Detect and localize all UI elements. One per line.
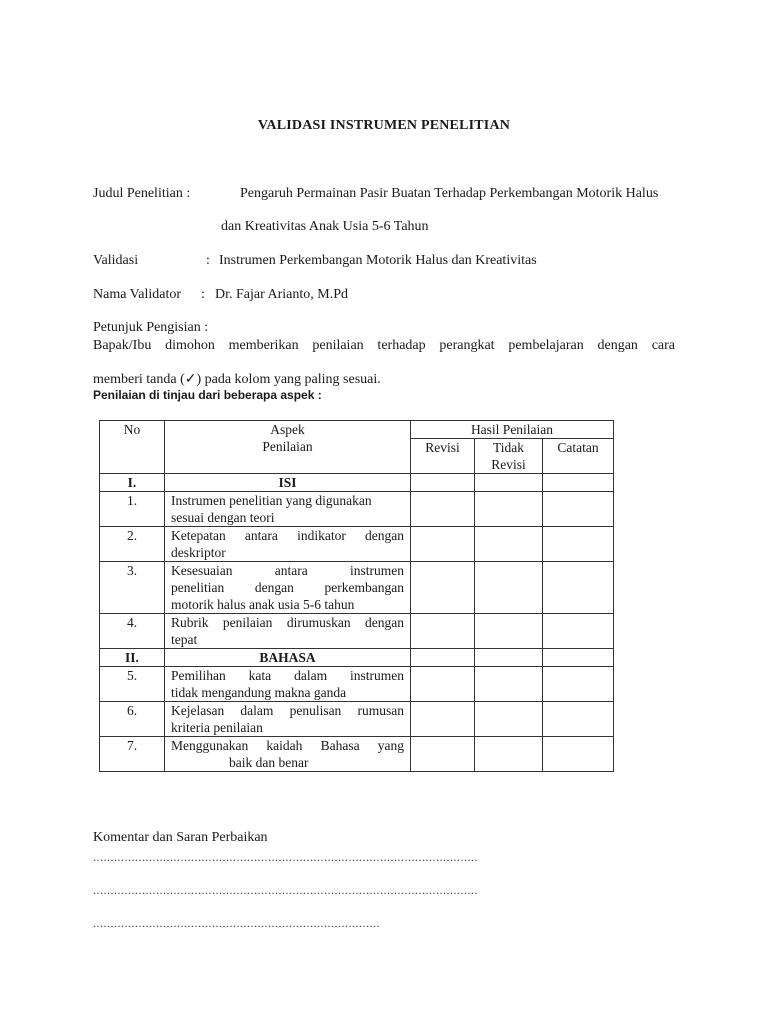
item-text xyxy=(165,562,411,614)
item-line: Kesesuaian antara instrumen xyxy=(171,563,404,578)
table-row xyxy=(100,667,614,702)
header-revisi: Revisi xyxy=(411,439,475,474)
revisi-cell[interactable] xyxy=(411,667,475,702)
section-row-isi xyxy=(100,474,614,492)
table-row xyxy=(100,492,614,527)
item-line: deskriptor xyxy=(171,545,226,560)
item-line: penelitian dengan perkembangan xyxy=(171,580,404,595)
catatan-cell[interactable] xyxy=(543,667,614,702)
revisi-cell[interactable] xyxy=(411,527,475,562)
tidak-revisi-cell[interactable] xyxy=(475,492,543,527)
header-tidak-line2: Revisi xyxy=(491,457,526,472)
table-row xyxy=(100,737,614,772)
catatan-cell[interactable] xyxy=(543,702,614,737)
validasi-label: Validasi xyxy=(93,253,139,268)
item-line: kriteria penilaian xyxy=(171,720,263,735)
table-row xyxy=(100,614,614,649)
item-no: 4. xyxy=(100,614,165,649)
header-aspek-line2: Penilaian xyxy=(262,439,313,454)
item-line: baik dan benar xyxy=(229,755,309,770)
item-line: Instrumen penelitian yang digunakan xyxy=(171,493,372,508)
judul-value-line2: dan Kreativitas Anak Usia 5-6 Tahun xyxy=(221,219,429,234)
tidak-revisi-cell[interactable] xyxy=(475,702,543,737)
tidak-revisi-cell[interactable] xyxy=(475,649,543,667)
tidak-revisi-cell[interactable] xyxy=(475,614,543,649)
validasi-value: Instrumen Perkembangan Motorik Halus dan Kreativitas xyxy=(219,253,537,268)
comment-line-1[interactable]: .............................................................................................................. xyxy=(93,850,478,864)
item-no: 2. xyxy=(100,527,165,562)
revisi-cell[interactable] xyxy=(411,614,475,649)
catatan-cell[interactable] xyxy=(543,474,614,492)
item-no: 6. xyxy=(100,702,165,737)
item-line: sesuai dengan teori xyxy=(171,510,275,525)
tidak-revisi-cell[interactable] xyxy=(475,737,543,772)
item-text xyxy=(165,737,411,772)
header-tidak-line1: Tidak xyxy=(492,440,524,455)
revisi-cell[interactable] xyxy=(411,474,475,492)
item-no: 1. xyxy=(100,492,165,527)
item-line: motorik halus anak usia 5-6 tahun xyxy=(171,597,355,612)
item-line: tepat xyxy=(171,632,198,647)
revisi-cell[interactable] xyxy=(411,737,475,772)
tidak-revisi-cell[interactable] xyxy=(475,474,543,492)
header-tidak-revisi xyxy=(475,439,543,474)
item-text xyxy=(165,667,411,702)
revisi-cell[interactable] xyxy=(411,649,475,667)
tidak-revisi-cell[interactable] xyxy=(475,527,543,562)
item-line: Menggunakan kaidah Bahasa yang xyxy=(171,738,404,753)
header-aspek xyxy=(165,421,411,474)
header-no: No xyxy=(100,421,165,474)
catatan-cell[interactable] xyxy=(543,737,614,772)
rubric-table xyxy=(99,420,614,772)
validator-label: Nama Validator xyxy=(93,287,181,302)
item-line: tidak mengandung makna ganda xyxy=(171,685,347,700)
item-text xyxy=(165,614,411,649)
header-catatan: Catatan xyxy=(543,439,614,474)
section-no: II. xyxy=(100,649,165,667)
item-line: Pemilihan kata dalam instrumen xyxy=(171,668,404,683)
table-row xyxy=(100,527,614,562)
validasi-colon: : xyxy=(206,253,210,268)
judul-value-line1: Pengaruh Permainan Pasir Buatan Terhadap Perkembangan Motorik Halus xyxy=(240,186,659,201)
catatan-cell[interactable] xyxy=(543,492,614,527)
page-title: VALIDASI INSTRUMEN PENELITIAN xyxy=(257,118,511,133)
instructions-heading: Petunjuk Pengisian : xyxy=(93,320,209,335)
tidak-revisi-cell[interactable] xyxy=(475,667,543,702)
catatan-cell[interactable] xyxy=(543,562,614,614)
table-row xyxy=(100,702,614,737)
tidak-revisi-cell[interactable] xyxy=(475,562,543,614)
header-hasil: Hasil Penilaian xyxy=(411,421,614,439)
section-title: ISI xyxy=(165,474,411,492)
item-no: 5. xyxy=(100,667,165,702)
comment-line-3[interactable]: .................................................................................. xyxy=(93,916,380,930)
item-text xyxy=(165,492,411,527)
validator-value: Dr. Fajar Arianto, M.Pd xyxy=(215,287,348,302)
item-text xyxy=(165,527,411,562)
instructions-line2: memberi tanda (✓) pada kolom yang paling sesuai. xyxy=(93,372,381,387)
catatan-cell[interactable] xyxy=(543,649,614,667)
item-line: Kejelasan dalam penulisan rumusan xyxy=(171,703,404,718)
instructions-line1: Bapak/Ibu dimohon memberikan penilaian terhadap perangkat pembelajaran dengan cara xyxy=(93,338,675,353)
section-no: I. xyxy=(100,474,165,492)
item-text xyxy=(165,702,411,737)
item-line: Ketepatan antara indikator dengan xyxy=(171,528,404,543)
section-row-bahasa xyxy=(100,649,614,667)
item-no: 3. xyxy=(100,562,165,614)
header-aspek-line1: Aspek xyxy=(270,422,305,437)
catatan-cell[interactable] xyxy=(543,614,614,649)
revisi-cell[interactable] xyxy=(411,492,475,527)
table-row xyxy=(100,562,614,614)
comments-label: Komentar dan Saran Perbaikan xyxy=(93,830,268,845)
comment-line-2[interactable]: .............................................................................................................. xyxy=(93,883,478,897)
section-title: BAHASA xyxy=(165,649,411,667)
validator-colon: : xyxy=(201,287,205,302)
item-no: 7. xyxy=(100,737,165,772)
revisi-cell[interactable] xyxy=(411,702,475,737)
aspect-note: Penilaian di tinjau dari beberapa aspek : xyxy=(93,388,322,402)
catatan-cell[interactable] xyxy=(543,527,614,562)
item-line: Rubrik penilaian dirumuskan dengan xyxy=(171,615,404,630)
revisi-cell[interactable] xyxy=(411,562,475,614)
judul-label: Judul Penelitian : xyxy=(93,186,191,201)
